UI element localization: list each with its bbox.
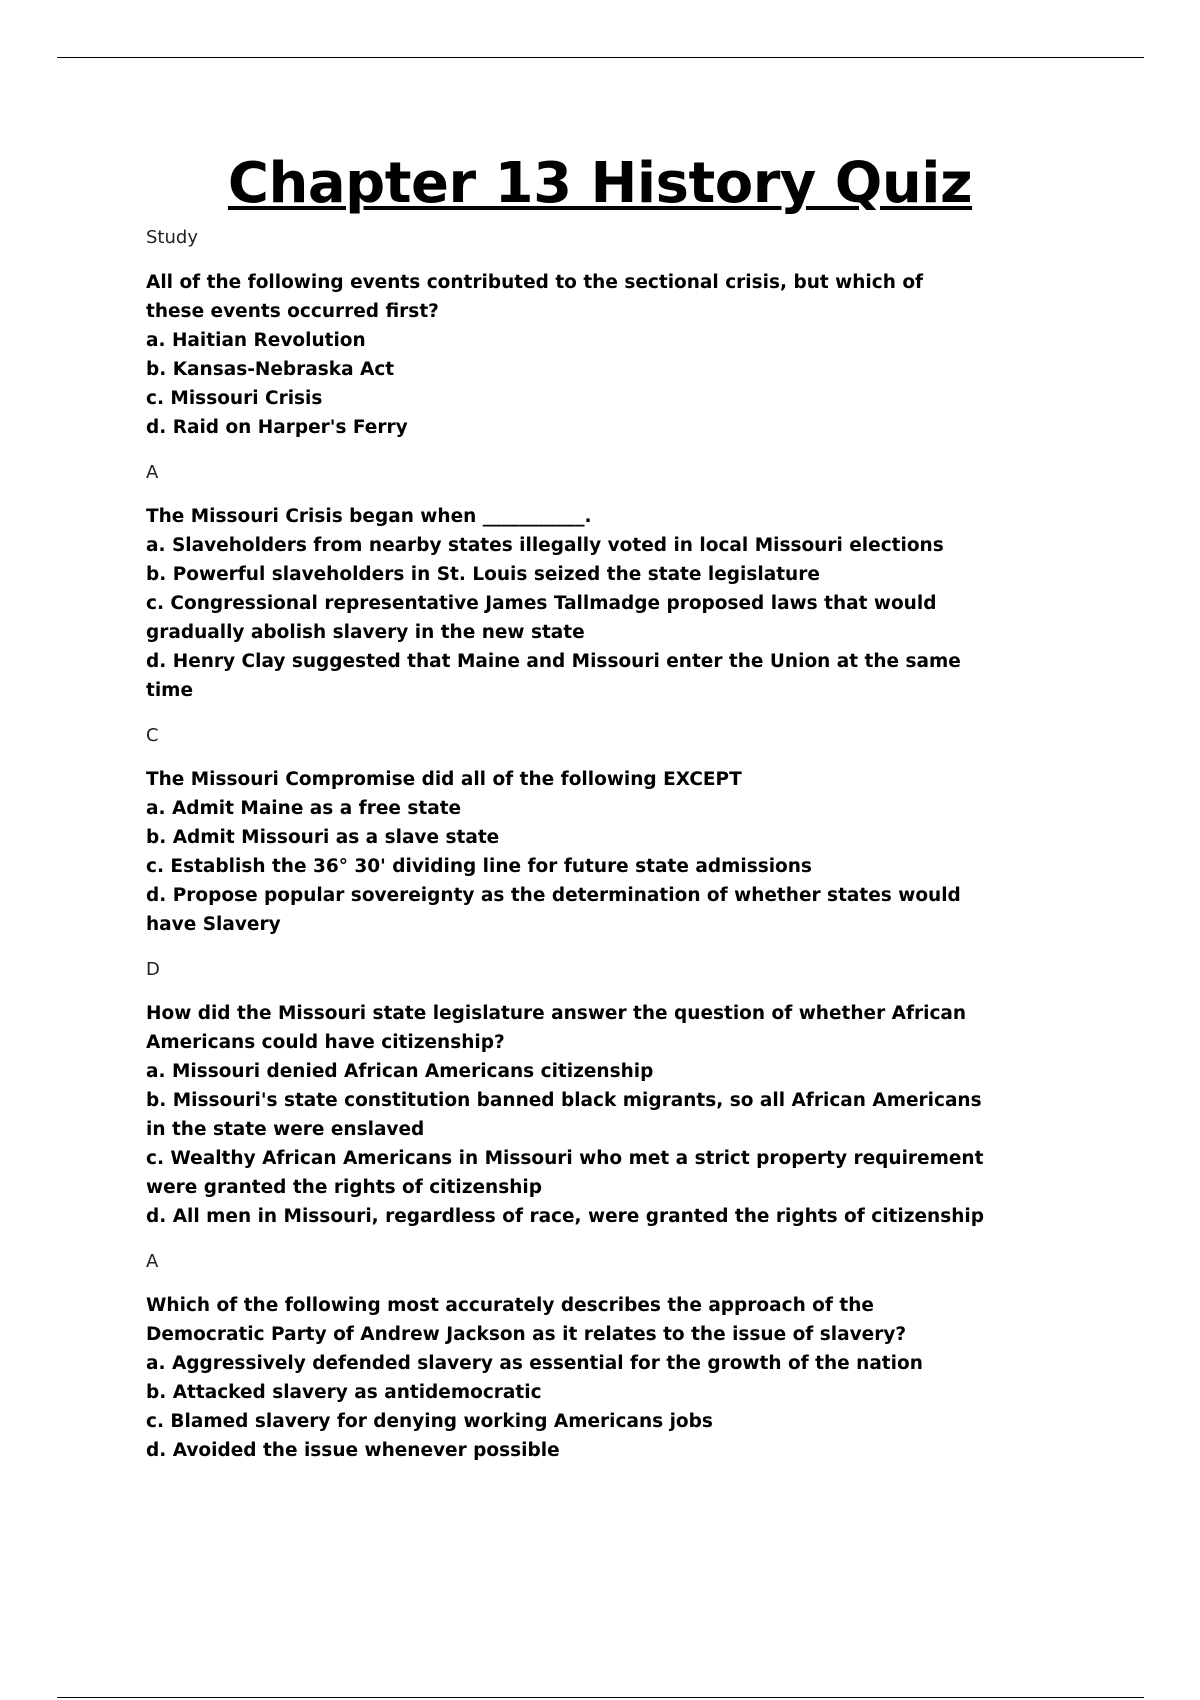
top-rule bbox=[57, 57, 1144, 58]
option-b: b. Missouri's state constitution banned black migrants, so all African Americans in the state were enslaved bbox=[146, 1090, 982, 1140]
page-subtitle: Study bbox=[146, 227, 198, 248]
option-d: d. Raid on Harper's Ferry bbox=[146, 417, 408, 438]
question-block-5 bbox=[146, 1291, 986, 1465]
page-title: Chapter 13 History Quiz bbox=[227, 151, 973, 216]
option-d: d. Avoided the issue whenever possible bbox=[146, 1440, 560, 1461]
option-d: d. All men in Missouri, regardless of race, were granted the rights of citizenship bbox=[146, 1206, 984, 1227]
question-block-3 bbox=[146, 765, 986, 983]
question-text: How did the Missouri state legislature answer the question of whether African Americans could have citizenship? bbox=[146, 1003, 967, 1053]
question-text: The Missouri Compromise did all of the following EXCEPT bbox=[146, 769, 742, 790]
option-c: c. Wealthy African Americans in Missouri who met a strict property requirement were granted the rights of citizenship bbox=[146, 1148, 984, 1198]
question-block-4 bbox=[146, 999, 986, 1275]
option-c: c. Establish the 36° 30' dividing line for future state admissions bbox=[146, 856, 812, 877]
option-b: b. Attacked slavery as antidemocratic bbox=[146, 1382, 542, 1403]
option-a: a. Missouri denied African Americans citizenship bbox=[146, 1061, 654, 1082]
question-block-1 bbox=[146, 268, 986, 486]
question-text: All of the following events contributed to the sectional crisis, but which of these events occurred first? bbox=[146, 272, 924, 322]
question-block-2 bbox=[146, 502, 986, 749]
quiz-content bbox=[146, 268, 986, 1465]
answer-key: A bbox=[146, 1251, 159, 1272]
option-a: a. Slaveholders from nearby states illegally voted in local Missouri elections bbox=[146, 535, 944, 556]
option-d: d. Propose popular sovereignty as the determination of whether states would have Slavery bbox=[146, 885, 961, 935]
option-a: a. Aggressively defended slavery as essential for the growth of the nation bbox=[146, 1353, 923, 1374]
option-b: b. Admit Missouri as a slave state bbox=[146, 827, 500, 848]
option-b: b. Powerful slaveholders in St. Louis seized the state legislature bbox=[146, 564, 820, 585]
option-c: c. Missouri Crisis bbox=[146, 388, 323, 409]
option-c: c. Blamed slavery for denying working Americans jobs bbox=[146, 1411, 713, 1432]
option-d: d. Henry Clay suggested that Maine and Missouri enter the Union at the same time bbox=[146, 651, 961, 701]
answer-key: D bbox=[146, 959, 160, 980]
option-c: c. Congressional representative James Tallmadge proposed laws that would gradually abolish slavery in the new state bbox=[146, 593, 937, 643]
option-a: a. Admit Maine as a free state bbox=[146, 798, 462, 819]
answer-key: C bbox=[146, 725, 159, 746]
question-text: The Missouri Crisis began when ___________. bbox=[146, 506, 592, 527]
bottom-rule bbox=[57, 1697, 1144, 1698]
answer-key: A bbox=[146, 462, 159, 483]
question-text: Which of the following most accurately describes the approach of the Democratic Party of Andrew Jackson as it relates to the issue of slavery? bbox=[146, 1295, 907, 1345]
option-b: b. Kansas-Nebraska Act bbox=[146, 359, 395, 380]
option-a: a. Haitian Revolution bbox=[146, 330, 366, 351]
